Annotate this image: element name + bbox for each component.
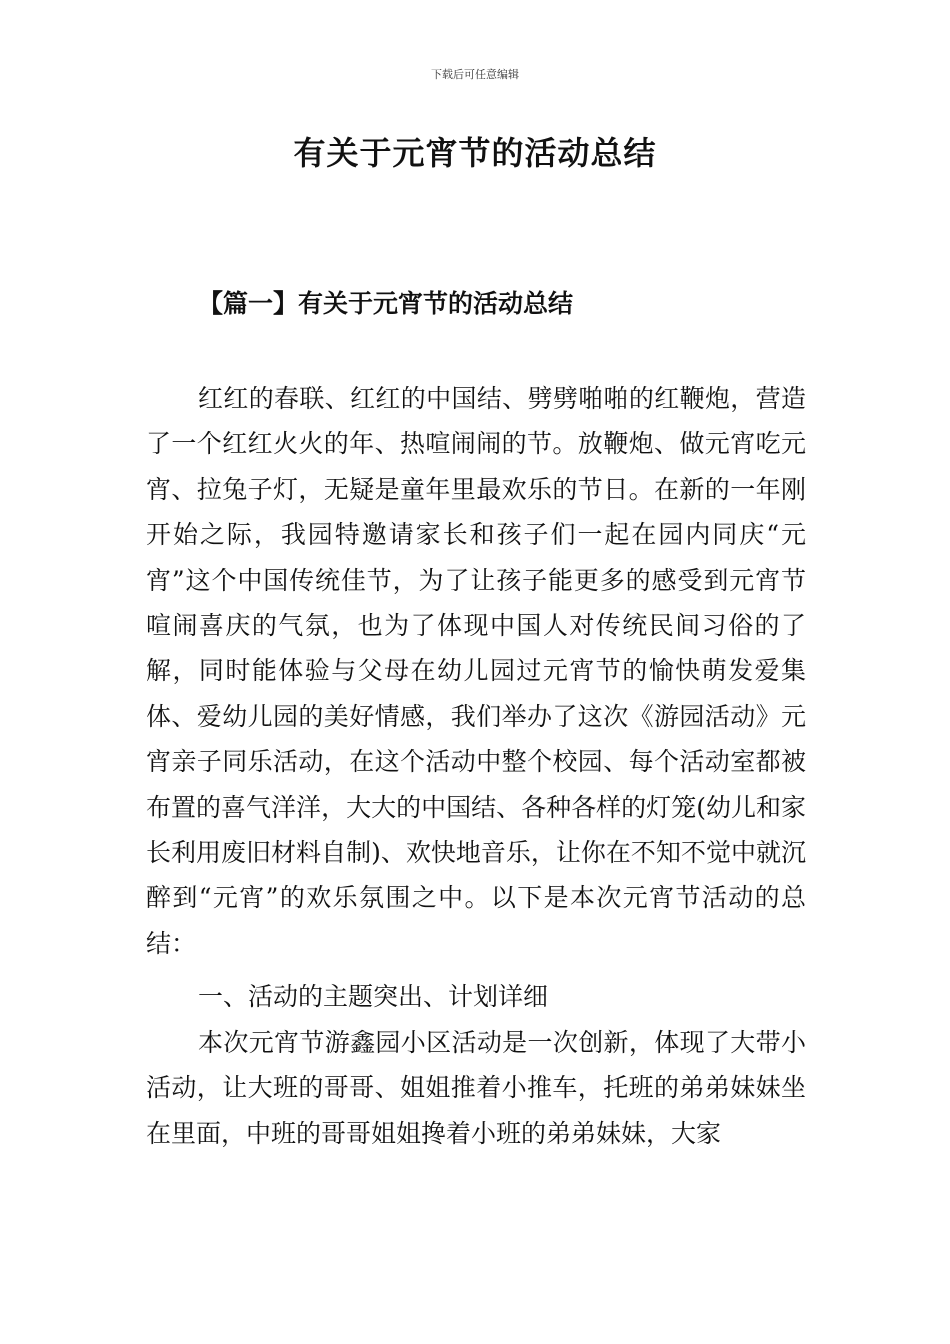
intro-paragraph: 红红的春联、红红的中国结、劈劈啪啪的红鞭炮，营造了一个红红火火的年、热喧闹闹的节。放鞭炮、做元宵吃元宵、拉兔子灯，无疑是童年里最欢乐的节日。在新的一年刚开始之际，我园特邀请家长和孩子们一起在园内同庆“元宵”这个中国传统佳节，为了让孩子能更多的感受到元宵节喧闹喜庆的气氛，也为了体现中国人对传统民间习俗的了解，同时能体验与父母在幼儿园过元宵节的愉快萌发爱集体、爱幼儿园的美好情感，我们举办了这次《游园活动》元宵亲子同乐活动，在这个活动中整个校园、每个活动室都被布置的喜气洋洋，大大的中国结、各种各样的灯笼(幼儿和家长利用废旧材料自制)、欢快地音乐，让你在不知不觉中就沉醉到“元宵”的欢乐氛围之中。以下是本次元宵节活动的总结：	[146, 384, 806, 958]
detail-paragraph: 本次元宵节游鑫园小区活动是一次创新，体现了大带小活动，让大班的哥哥、姐姐推着小推车，托班的弟弟妹妹坐在里面，中班的哥哥姐姐搀着小班的弟弟妹妹，大家	[146, 1027, 806, 1148]
header-note: 下载后可任意编辑	[431, 68, 519, 81]
section-heading: 【篇一】有关于元宵节的活动总结	[198, 289, 574, 318]
subheading-paragraph: 一、活动的主题突出、计划详细	[198, 982, 549, 1012]
document-body	[146, 376, 806, 1156]
document-title: 有关于元宵节的活动总结	[293, 134, 657, 172]
